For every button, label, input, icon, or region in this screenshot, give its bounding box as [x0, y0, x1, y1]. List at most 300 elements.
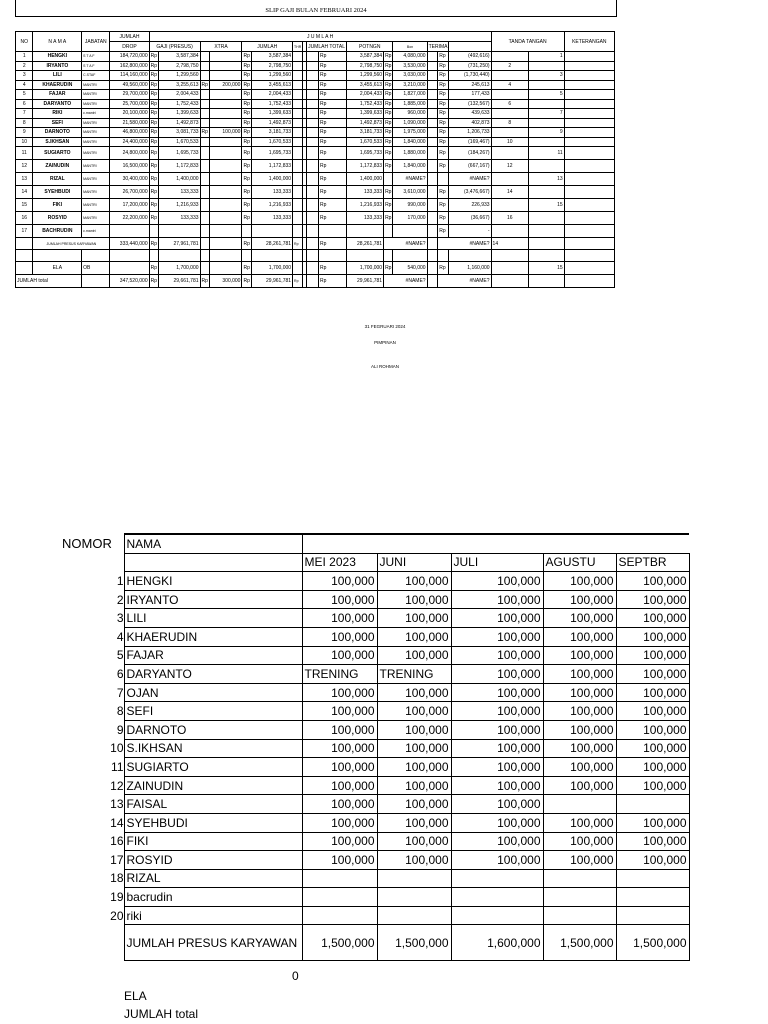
presus-row-name: SUGIARTO: [124, 758, 302, 777]
presus-value: 100,000: [451, 627, 543, 646]
cell-rp: [200, 160, 209, 173]
presus-value: 100,000: [451, 832, 543, 851]
cell-rp: Rp: [318, 212, 346, 225]
cell-rp: Rp: [318, 173, 346, 186]
cell-rp: Rp: [318, 52, 346, 62]
cell-rp: Rp: [318, 128, 346, 138]
header-bon: Bon: [393, 42, 427, 52]
presus-value: 100,000: [302, 627, 377, 646]
presus-value: [302, 906, 377, 925]
presus-value: 100,000: [451, 739, 543, 758]
cell-drop: 17,200,000: [110, 199, 149, 212]
cell-rp: Rp: [150, 129, 158, 136]
cell-bon: [427, 128, 438, 138]
cell-bon: [427, 109, 438, 119]
cell-blank: [307, 212, 319, 225]
presus-row-name: ROSYID: [124, 851, 302, 870]
cell-total: 2,004,433: [347, 90, 384, 100]
cell-gaji: 2,798,750: [159, 61, 201, 71]
cell-rp: Rp: [385, 91, 392, 98]
presus-value: 100,000: [451, 646, 543, 665]
presus-table-body: [60, 572, 689, 925]
cell-blank: [307, 71, 319, 81]
cell-sig-right: [528, 160, 564, 173]
cell-sig-left: 8: [491, 118, 528, 128]
cell-rp: Rp: [438, 212, 449, 225]
salary-row: [16, 212, 615, 225]
presus-value: 100,000: [616, 832, 689, 851]
cell-potong: 170,000: [393, 212, 427, 225]
cell-total: 3,455,613: [347, 80, 384, 90]
presus-sheet: [0, 525, 768, 1024]
presus-total-label: JUMLAH PRESUS KARYAWAN: [124, 925, 302, 961]
presus-value: 100,000: [616, 851, 689, 870]
cell-jabatan: MANTRI: [82, 173, 110, 186]
presus-row: [60, 888, 689, 907]
presus-row: [60, 665, 689, 684]
cell-jabatan: C.STAF: [82, 71, 110, 81]
presus-value: [451, 869, 543, 888]
presus-value: [616, 888, 689, 907]
cell-drop: 22,200,000: [110, 212, 149, 225]
presus-value: 100,000: [543, 572, 616, 591]
jumlah-total-xtra: 300,000: [209, 275, 242, 288]
cell-thr: [293, 212, 303, 225]
cell-ket: [564, 99, 614, 109]
cell-jabatan: S T A F: [82, 61, 110, 71]
presus-value: [377, 869, 451, 888]
cell-jabatan: MANTRI: [82, 118, 110, 128]
presus-total-5: 1,500,000: [616, 925, 689, 961]
salary-row: [16, 118, 615, 128]
cell-nama: S.IKHSAN: [33, 137, 82, 147]
cell-no: 13: [16, 173, 33, 186]
cell-terima: 177,433: [449, 90, 491, 100]
cell-gaji: 133,333: [159, 186, 201, 199]
presus-row: [60, 776, 689, 795]
cell-jabatan: MANTRI: [82, 90, 110, 100]
cell-no: 17: [16, 225, 33, 238]
cell-terima: (36,667): [449, 212, 491, 225]
cell-gaji: 1,172,833: [159, 160, 201, 173]
cell-rp: Rp: [318, 160, 346, 173]
cell-rp: [200, 173, 209, 186]
cell-potong: 960,000: [393, 109, 427, 119]
presus-value: 100,000: [302, 758, 377, 777]
cell-xtra: [209, 99, 242, 109]
cell-nama: DARYANTO: [33, 99, 82, 109]
cell-bon: [427, 80, 438, 90]
cell-sig-right: 15: [528, 199, 564, 212]
presus-row-number: 7: [116, 685, 124, 700]
cell-rp: Rp: [438, 109, 449, 119]
cell-nama: FIKI: [33, 199, 82, 212]
cell-rp: [384, 225, 393, 238]
cell-gaji: 1,752,433: [159, 99, 201, 109]
cell-rp: Rp: [243, 100, 250, 107]
cell-rp: Rp: [318, 137, 346, 147]
cell-ket: [564, 199, 614, 212]
presus-value: [451, 906, 543, 925]
jumlah-presus-terima: #NAME?: [438, 238, 491, 250]
presus-row-name: KHAERUDIN: [124, 627, 302, 646]
presus-row-number: 2: [116, 592, 124, 607]
cell-potong: 3,530,000: [393, 61, 427, 71]
cell-rp: Rp: [438, 71, 449, 81]
jumlah-total-total: 29,961,781: [347, 275, 384, 288]
cell-rp: Rp: [149, 186, 158, 199]
cell-rp: Rp: [438, 118, 449, 128]
cell-rp: Rp: [385, 100, 392, 107]
presus-value: [302, 888, 377, 907]
presus-value: 100,000: [616, 665, 689, 684]
cell-jumlah: 1,299,560: [251, 71, 292, 81]
presus-value: 100,000: [302, 720, 377, 739]
salary-row: [16, 160, 615, 173]
cell-potong: 3,210,000: [393, 80, 427, 90]
cell-thr: [293, 52, 303, 62]
cell-total: 133,333: [347, 186, 384, 199]
presus-value: 100,000: [616, 776, 689, 795]
cell-ket: [564, 173, 614, 186]
cell-terima: 439,633: [449, 109, 491, 119]
cell-sig-right: 7: [528, 109, 564, 119]
header-potongan: POTNGN: [347, 42, 393, 52]
presus-header-nama: NAMA: [124, 534, 302, 553]
presus-value: [451, 888, 543, 907]
cell-gaji: 1,216,933: [159, 199, 201, 212]
presus-row-name: riki: [124, 906, 302, 925]
presus-value: 100,000: [302, 832, 377, 851]
presus-value: [543, 795, 616, 814]
cell-terima: (169,467): [449, 137, 491, 147]
cell-rp: Rp: [438, 147, 449, 160]
cell-drop: 29,700,000: [110, 90, 149, 100]
cell-ket: [564, 118, 614, 128]
cell-drop: 114,160,000: [110, 71, 149, 81]
cell-nama: LILI: [33, 71, 82, 81]
cell-bon: [427, 61, 438, 71]
cell-rp: Rp: [242, 147, 251, 160]
presus-row-number: 10: [110, 741, 124, 756]
cell-potong: #NAME?: [393, 173, 427, 186]
cell-sig-right: [528, 137, 564, 147]
cell-thr: [293, 147, 303, 160]
cell-potong: [393, 225, 427, 238]
presus-zero: 0: [292, 969, 299, 983]
cell-rp: Rp: [318, 80, 346, 90]
cell-jabatan: MANTRI: [82, 147, 110, 160]
header-jumlah-sub: JUMLAH: [242, 42, 293, 52]
cell-rp: Rp: [149, 147, 158, 160]
cell-rp: [200, 90, 209, 100]
cell-sig-left: 6: [491, 99, 528, 109]
cell-jumlah: 1,399,633: [251, 109, 292, 119]
cell-rp: Rp: [385, 119, 392, 126]
presus-row-number: 8: [116, 704, 124, 719]
cell-bon: [427, 160, 438, 173]
presus-row-name: DARNOTO: [124, 720, 302, 739]
presus-total-3: 1,600,000: [451, 925, 543, 961]
cell-rp: [200, 109, 209, 119]
cell-nama: SYEHBUDI: [33, 186, 82, 199]
cell-thr: [293, 109, 303, 119]
cell-rp: Rp: [243, 110, 250, 117]
cell-xtra: [209, 160, 242, 173]
cell-blank: [307, 52, 319, 62]
presus-value: 100,000: [543, 665, 616, 684]
cell-gaji: 3,587,384: [159, 52, 201, 62]
cell-terima: (132,567): [449, 99, 491, 109]
cell-ket: [564, 52, 614, 62]
ela-total: 1,700,000: [347, 262, 384, 275]
cell-rp: Rp: [438, 225, 449, 238]
cell-potong: 990,000: [393, 199, 427, 212]
cell-terima: (3,476,667): [449, 186, 491, 199]
cell-rp: Rp: [318, 109, 346, 119]
presus-row-name: RIZAL: [124, 869, 302, 888]
cell-sig-right: 5: [528, 90, 564, 100]
cell-potong: 4,080,000: [393, 52, 427, 62]
cell-bon: [427, 199, 438, 212]
cell-jabatan: MANTRI: [82, 137, 110, 147]
presus-month-1: MEI 2023: [302, 553, 377, 572]
cell-thr: [293, 199, 303, 212]
cell-jabatan: S T A F: [82, 52, 110, 62]
presus-row-name: DARYANTO: [124, 665, 302, 684]
cell-jumlah: 1,216,933: [251, 199, 292, 212]
cell-ket: [564, 109, 614, 119]
cell-terima: (1,730,440): [449, 71, 491, 81]
cell-sig-right: [528, 80, 564, 90]
presus-row-name: S.IKHSAN: [124, 739, 302, 758]
cell-jabatan: MANTRI: [82, 199, 110, 212]
header-jumlah: J U M L A H: [149, 32, 491, 42]
cell-sig-left: [491, 225, 528, 238]
cell-jumlah: 1,670,533: [251, 137, 292, 147]
cell-ket: [564, 61, 614, 71]
presus-row-name: LILI: [124, 609, 302, 628]
cell-sig-left: 16: [491, 212, 528, 225]
salary-row: [16, 90, 615, 100]
cell-bon: [427, 71, 438, 81]
presus-value: 100,000: [302, 646, 377, 665]
cell-rp: Rp: [384, 212, 393, 225]
cell-rp: Rp: [149, 160, 158, 173]
presus-row: [60, 869, 689, 888]
salary-row: [16, 52, 615, 62]
cell-bon: [427, 212, 438, 225]
presus-value: [377, 906, 451, 925]
cell-rp: [242, 225, 251, 238]
cell-rp: Rp: [385, 62, 392, 69]
cell-ket: [564, 160, 614, 173]
cell-nama: DARNOTO: [33, 128, 82, 138]
presus-value: 100,000: [616, 627, 689, 646]
presus-value: 100,000: [616, 720, 689, 739]
cell-jumlah: 3,181,733: [251, 128, 292, 138]
cell-xtra: [209, 109, 242, 119]
presus-jumlah-total: JUMLAH total: [124, 1007, 199, 1021]
jumlah-total-label: JUMLAH total: [16, 275, 82, 288]
cell-no: 6: [16, 99, 33, 109]
presus-table: [60, 533, 690, 961]
presus-header-nomor: NOMOR: [62, 536, 112, 552]
cell-rp: Rp: [243, 62, 250, 69]
cell-no: 7: [16, 109, 33, 119]
presus-ela: ELA: [124, 989, 147, 1003]
cell-rp: Rp: [385, 110, 392, 117]
jumlah-total-jumlah: 29,961,781: [251, 275, 292, 288]
cell-total: 1,492,873: [347, 118, 384, 128]
presus-value: 100,000: [302, 590, 377, 609]
cell-ket: [564, 186, 614, 199]
cell-nama: RIKI: [33, 109, 82, 119]
cell-xtra: 100,000: [209, 128, 242, 138]
cell-gaji: 1,299,560: [159, 71, 201, 81]
presus-row-number: 5: [116, 648, 124, 663]
header-jumlah-drop-2: DROP: [110, 42, 149, 52]
cell-rp: [200, 147, 209, 160]
presus-row-number: 17: [110, 852, 124, 867]
presus-row: [60, 813, 689, 832]
presus-value: 100,000: [302, 813, 377, 832]
cell-thr: [293, 118, 303, 128]
presus-value: 100,000: [451, 758, 543, 777]
presus-value: 100,000: [302, 702, 377, 721]
cell-ket: [564, 128, 614, 138]
salary-slip: [15, 0, 615, 369]
cell-rp: Rp: [384, 160, 393, 173]
presus-value: 100,000: [451, 720, 543, 739]
cell-potong: 1,840,000: [393, 137, 427, 147]
cell-rp: Rp: [149, 173, 158, 186]
presus-value: 100,000: [451, 851, 543, 870]
row-jumlah-total: JUMLAH total 347,520,000 Rp 29,661,781 Rp 300,000 Rp 29,961,781 Rp Rp 29,961,781 #NAME? #NAME?: [16, 275, 615, 288]
jumlah-presus-total: 28,261,781: [347, 238, 384, 250]
presus-month-3: JULI: [451, 553, 543, 572]
slip-title: SLIP GAJI BULAN FEBRUARI 2024: [265, 7, 367, 14]
presus-row-number: 13: [110, 797, 124, 812]
cell-ket: [564, 147, 614, 160]
cell-sig-right: [528, 99, 564, 109]
cell-rp: Rp: [243, 53, 250, 60]
cell-blank: [307, 147, 319, 160]
cell-gaji: [159, 225, 201, 238]
cell-total: 1,172,833: [347, 160, 384, 173]
cell-jumlah: 1,492,873: [251, 118, 292, 128]
presus-value: 100,000: [616, 572, 689, 591]
cell-xtra: [209, 147, 242, 160]
cell-terima: 1,206,733: [449, 128, 491, 138]
slip-pimpinan: PIMPINAN: [374, 340, 396, 345]
cell-nama: KHAERUDIN: [33, 80, 82, 90]
cell-sig-right: [528, 225, 564, 238]
salary-row: [16, 173, 615, 186]
cell-nama: ROSYID: [33, 212, 82, 225]
cell-thr: [293, 128, 303, 138]
presus-month-4: AGUSTU: [543, 553, 616, 572]
cell-ket: [564, 90, 614, 100]
cell-xtra: [209, 186, 242, 199]
presus-value: 100,000: [543, 758, 616, 777]
cell-total: 3,181,733: [347, 128, 384, 138]
cell-no: 16: [16, 212, 33, 225]
cell-rp: Rp: [318, 199, 346, 212]
jumlah-total-gaji: 29,661,781: [159, 275, 201, 288]
presus-value: 100,000: [377, 646, 451, 665]
cell-rp: Rp: [243, 119, 250, 126]
cell-sig-left: 4: [491, 80, 528, 90]
cell-jabatan: MANTRI: [82, 99, 110, 109]
cell-thr: [293, 173, 303, 186]
cell-rp: Rp: [438, 199, 449, 212]
cell-sig-right: [528, 212, 564, 225]
cell-jumlah: 1,695,733: [251, 147, 292, 160]
cell-nama: ZAINUDIN: [33, 160, 82, 173]
cell-thr: [293, 80, 303, 90]
slip-signer: ALI ROHMAN: [370, 364, 399, 369]
cell-thr: [293, 160, 303, 173]
cell-rp: Rp: [438, 128, 449, 138]
cell-terima: (667,167): [449, 160, 491, 173]
cell-rp: Rp: [150, 138, 158, 145]
cell-rp: Rp: [438, 99, 449, 109]
salary-row: [16, 199, 615, 212]
presus-row-name: FIKI: [124, 832, 302, 851]
presus-value: 100,000: [543, 776, 616, 795]
cell-total: 1,216,933: [347, 199, 384, 212]
presus-value: 100,000: [543, 590, 616, 609]
cell-total: 1,399,633: [347, 109, 384, 119]
cell-rp: Rp: [149, 212, 158, 225]
cell-rp: [318, 225, 346, 238]
presus-value: 100,000: [451, 702, 543, 721]
presus-row-name: OJAN: [124, 683, 302, 702]
presus-row-number: 14: [110, 815, 124, 830]
cell-sig-right: [528, 186, 564, 199]
cell-xtra: [209, 52, 242, 62]
cell-rp: Rp: [150, 53, 158, 60]
presus-value: 100,000: [616, 758, 689, 777]
jumlah-total-drop: 347,520,000: [110, 275, 149, 288]
salary-row: [16, 186, 615, 199]
cell-ket: [564, 137, 614, 147]
cell-sig-right: 3: [528, 71, 564, 81]
presus-row-name: IRYANTO: [124, 590, 302, 609]
cell-drop: 49,560,000: [110, 80, 149, 90]
cell-jumlah: 3,587,384: [251, 52, 292, 62]
cell-rp: Rp: [150, 62, 158, 69]
jumlah-presus-label: JUMLAH PRESUS KARYAWAN: [33, 238, 110, 250]
presus-value: TRENING: [377, 665, 451, 684]
presus-value: 100,000: [451, 813, 543, 832]
cell-total: 1,695,733: [347, 147, 384, 160]
presus-value: 100,000: [543, 739, 616, 758]
cell-rp: Rp: [150, 91, 158, 98]
cell-rp: Rp: [242, 160, 251, 173]
cell-rp: [200, 52, 209, 62]
cell-jumlah: 1,172,833: [251, 160, 292, 173]
header-terima: TERIMA: [428, 43, 448, 50]
presus-row-name: HENGKI: [124, 572, 302, 591]
presus-row: [60, 702, 689, 721]
cell-rp: [200, 212, 209, 225]
cell-rp: Rp: [318, 118, 346, 128]
cell-rp: Rp: [384, 186, 393, 199]
presus-value: 100,000: [451, 795, 543, 814]
cell-nama: HENGKI: [33, 52, 82, 62]
